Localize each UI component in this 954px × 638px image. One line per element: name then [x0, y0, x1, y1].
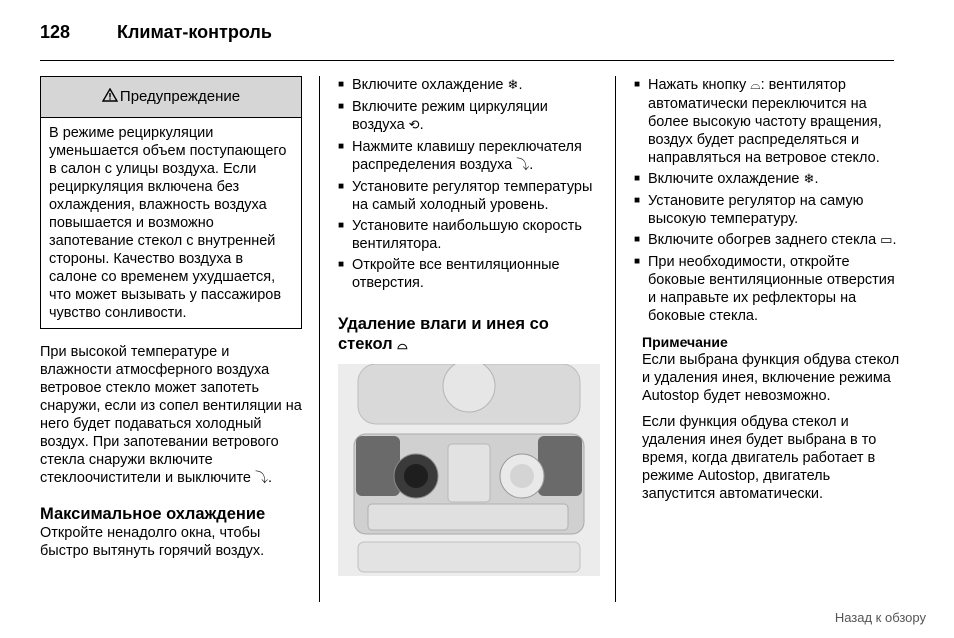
warning-box — [40, 76, 302, 329]
paragraph: Откройте ненадолго окна, чтобы быстро вытянуть горячий воздух. — [40, 525, 265, 559]
list-item: ■ Установите наибольшую скорость вентилятора. — [338, 217, 600, 253]
list-item: ■ Включите режим циркуляции воздуха ⟲. — [338, 98, 600, 135]
warning-triangle-icon — [102, 88, 118, 107]
column-1 — [40, 76, 302, 560]
windshield-defrost-icon: ⌓ — [750, 78, 761, 93]
note-text: Если функция обдува стекол и удаления инея будет выбрана в то время, когда двигатель работает в режиме Autostop, двигатель запустится автоматически. — [642, 414, 877, 502]
list-item: ■ Включите обогрев заднего стекла ▭. — [634, 231, 900, 250]
recirculation-icon: ⟲ — [408, 118, 420, 133]
column-3 — [634, 76, 900, 503]
list-item: ■ Установите регулятор температуры на самый холодный уровень. — [338, 178, 600, 214]
list-item: ■ Установите регулятор на самую высокую температуру. — [634, 192, 900, 228]
warning-text: В режиме рециркуляции уменьшается объем поступающего в салон с улицы воздуха. Если рециркуляция включена без охлаждения, влажность воздуха повышается и возможно запотевание стекол с внутренней стороны. Качество воздуха в салоне со временем ухудшается, что может вызывать у пассажиров чувство сонливости. — [49, 125, 287, 321]
instruction-list — [338, 76, 600, 292]
back-to-overview-link[interactable]: Назад к обзору — [834, 610, 926, 625]
list-item: ■ Нажмите клавишу переключателя распределения воздуха ⤵. — [338, 138, 600, 175]
column-divider — [319, 76, 320, 602]
warning-title: Предупреждение — [119, 88, 241, 105]
rear-window-heat-icon: ▭ — [880, 233, 893, 248]
snowflake-icon: ❄ — [803, 172, 815, 187]
column-divider — [615, 76, 616, 602]
page-number: 128 — [40, 22, 71, 42]
list-item: ■ При необходимости, откройте боковые вентиляционные отверстия и направьте их рефлекторы на боковые стекла. — [634, 253, 900, 325]
windshield-defrost-icon: ⌓ — [397, 338, 408, 353]
instruction-list — [634, 76, 900, 325]
air-distribution-icon: ⤵ — [255, 471, 269, 486]
list-item: ■ Откройте все вентиляционные отверстия. — [338, 256, 600, 292]
list-item: ■ Нажать кнопку ⌓: вентилятор автоматически переключится на более высокую частоту вращения, воздух будет распределяться и направляться на ветровое стекло. — [634, 76, 900, 167]
note-text: Если выбрана функция обдува стекол и удаления инея, включение режима Autostop будет невозможно. — [642, 352, 900, 404]
section-heading: Удаление влаги и инея со стекол ⌓ — [338, 315, 549, 353]
page-title: Климат-контроль — [117, 22, 272, 42]
section-heading: Максимальное охлаждение — [40, 505, 266, 523]
header-rule — [40, 60, 894, 61]
air-distribution-icon: ⤵ — [516, 158, 530, 173]
column-2 — [338, 76, 600, 576]
paragraph: При высокой температуре и влажности атмосферного воздуха ветровое стекло может запотеть снаружи, если из сопел вентиляции на него будет подаваться холодный воздух. При запотевании ветрового стекла снаружи включите стеклоочистители и выключите ⤵. — [40, 344, 302, 486]
warning-header — [41, 77, 301, 118]
climate-panel-photo — [338, 364, 600, 576]
climate-panel-illustration — [338, 364, 600, 576]
list-item: ■ Включите охлаждение ❄. — [338, 76, 600, 95]
list-item: ■ Включите охлаждение ❄. — [634, 170, 900, 189]
note-title: Примечание — [642, 334, 728, 350]
snowflake-icon: ❄ — [507, 78, 519, 93]
note-block — [642, 333, 900, 503]
